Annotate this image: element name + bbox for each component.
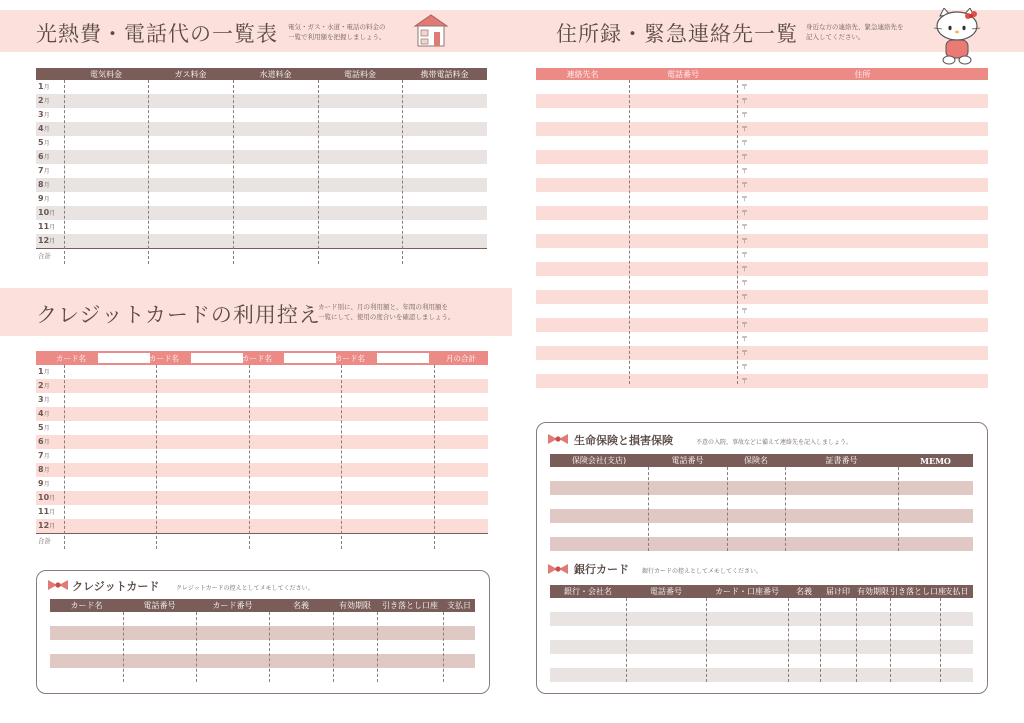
table-row[interactable] bbox=[50, 640, 475, 654]
month-suffix: 月 bbox=[43, 140, 50, 147]
table-row[interactable] bbox=[36, 519, 488, 533]
month-label bbox=[38, 234, 55, 249]
table-row[interactable] bbox=[36, 122, 487, 136]
table-row[interactable] bbox=[36, 206, 487, 220]
table-row[interactable] bbox=[36, 234, 487, 248]
month-number: 1 bbox=[38, 367, 44, 376]
table-row[interactable] bbox=[536, 290, 988, 304]
month-suffix: 月 bbox=[43, 481, 50, 488]
ribbon-icon bbox=[548, 431, 568, 450]
month-number: 10 bbox=[38, 208, 50, 217]
table-row[interactable] bbox=[536, 304, 988, 318]
utilities-table bbox=[36, 68, 487, 264]
month-label bbox=[38, 178, 50, 193]
month-label bbox=[38, 519, 55, 534]
table-row[interactable] bbox=[550, 668, 973, 682]
postal-mark: 〒 bbox=[741, 349, 748, 357]
credit-cards-note: クレジットカードの控えとしてメモしてください。 bbox=[176, 585, 314, 592]
month-label bbox=[38, 463, 50, 478]
month-suffix: 月 bbox=[43, 411, 50, 418]
table-row[interactable] bbox=[36, 178, 487, 192]
postal-mark: 〒 bbox=[741, 335, 748, 343]
col-bank-payday: 支払日 bbox=[944, 587, 969, 596]
table-row[interactable] bbox=[536, 276, 988, 290]
month-label bbox=[38, 192, 50, 207]
table-row[interactable] bbox=[36, 505, 488, 519]
table-row[interactable] bbox=[36, 463, 488, 477]
month-suffix: 月 bbox=[43, 425, 50, 432]
postal-mark: 〒 bbox=[741, 111, 748, 119]
table-row[interactable] bbox=[536, 122, 988, 136]
postal-mark: 〒 bbox=[741, 237, 748, 245]
col-card-name: カード名 bbox=[70, 601, 103, 610]
month-label bbox=[38, 136, 50, 151]
col-ins-cert: 証書番号 bbox=[825, 456, 858, 465]
postal-mark: 〒 bbox=[741, 321, 748, 329]
card-name-label: カード名 bbox=[242, 354, 272, 363]
card-name-input[interactable] bbox=[284, 353, 336, 363]
month-label bbox=[38, 164, 50, 179]
month-number: 3 bbox=[38, 110, 44, 119]
month-label bbox=[38, 477, 50, 492]
month-label bbox=[38, 505, 55, 520]
col-electric: 電気料金 bbox=[90, 69, 122, 79]
month-suffix: 月 bbox=[49, 224, 56, 231]
month-number: 7 bbox=[38, 451, 44, 460]
insurance-table bbox=[550, 454, 973, 552]
table-row[interactable] bbox=[36, 379, 488, 393]
credit-usage-note: カード別に、月の利用額と、年間の利用額を 一覧にして、使用の度合いを確認しましょう。 bbox=[318, 303, 455, 321]
month-label bbox=[38, 449, 50, 464]
table-row[interactable] bbox=[536, 220, 988, 234]
postal-mark: 〒 bbox=[741, 153, 748, 161]
month-number: 3 bbox=[38, 395, 44, 404]
card-name-input[interactable] bbox=[191, 353, 243, 363]
column-divider bbox=[706, 598, 707, 682]
table-row[interactable] bbox=[550, 537, 973, 551]
credit-cards-header bbox=[50, 599, 475, 612]
table-row[interactable] bbox=[550, 495, 973, 509]
column-divider bbox=[64, 80, 65, 264]
column-divider bbox=[820, 598, 821, 682]
month-suffix: 月 bbox=[49, 495, 56, 502]
month-suffix: 月 bbox=[43, 467, 50, 474]
column-divider bbox=[402, 80, 403, 264]
card-name-input[interactable] bbox=[377, 353, 429, 363]
credit-cards-title: クレジットカード bbox=[72, 580, 160, 593]
month-number: 11 bbox=[38, 222, 50, 231]
table-row[interactable] bbox=[550, 481, 973, 495]
table-row[interactable] bbox=[36, 435, 488, 449]
column-divider bbox=[898, 467, 899, 551]
table-row[interactable] bbox=[36, 94, 487, 108]
bank-header bbox=[550, 585, 973, 598]
month-number: 9 bbox=[38, 479, 44, 488]
utilities-rows bbox=[36, 80, 487, 264]
column-divider bbox=[940, 598, 941, 682]
credit-usage-table bbox=[36, 351, 488, 549]
col-water: 水道料金 bbox=[259, 69, 292, 79]
month-suffix: 月 bbox=[43, 98, 50, 105]
month-label bbox=[38, 393, 50, 408]
insurance-title: 生命保険と損害保険 bbox=[574, 434, 673, 447]
table-row[interactable] bbox=[536, 332, 988, 346]
postal-mark: 〒 bbox=[741, 265, 748, 273]
column-divider bbox=[890, 598, 891, 682]
table-row[interactable] bbox=[536, 150, 988, 164]
column-divider bbox=[629, 80, 630, 384]
table-row[interactable] bbox=[536, 248, 988, 262]
table-row[interactable] bbox=[50, 626, 475, 640]
month-number: 4 bbox=[38, 124, 44, 133]
table-row[interactable] bbox=[36, 192, 487, 206]
table-row[interactable] bbox=[50, 612, 475, 626]
postal-mark: 〒 bbox=[741, 181, 748, 189]
address-rows bbox=[536, 80, 988, 389]
table-row[interactable] bbox=[36, 365, 488, 379]
table-row[interactable] bbox=[36, 80, 487, 94]
col-contact-phone: 電話番号 bbox=[667, 69, 699, 79]
month-number: 7 bbox=[38, 166, 44, 175]
postal-mark: 〒 bbox=[741, 223, 748, 231]
table-row[interactable] bbox=[536, 374, 988, 388]
month-suffix: 月 bbox=[43, 196, 50, 203]
month-number: 11 bbox=[38, 507, 50, 516]
month-suffix: 月 bbox=[43, 453, 50, 460]
table-row[interactable] bbox=[536, 346, 988, 360]
card-name-input[interactable] bbox=[98, 353, 150, 363]
month-label bbox=[38, 206, 55, 221]
bank-note: 銀行カードの控えとしてメモしてください。 bbox=[642, 568, 763, 575]
column-divider bbox=[377, 612, 378, 682]
month-label bbox=[38, 108, 50, 123]
month-number: 2 bbox=[38, 381, 44, 390]
table-row[interactable] bbox=[36, 136, 487, 150]
col-card-account: 引き落とし口座 bbox=[382, 601, 438, 610]
col-contact-address: 住所 bbox=[854, 69, 871, 79]
month-label bbox=[38, 365, 50, 380]
month-suffix: 月 bbox=[43, 397, 50, 404]
table-row[interactable] bbox=[536, 108, 988, 122]
month-suffix: 月 bbox=[43, 168, 50, 175]
postal-mark: 〒 bbox=[741, 377, 748, 385]
column-divider bbox=[443, 612, 444, 682]
postal-mark: 〒 bbox=[741, 293, 748, 301]
month-suffix: 月 bbox=[43, 84, 50, 91]
postal-mark: 〒 bbox=[741, 167, 748, 175]
month-label bbox=[38, 379, 50, 394]
table-row[interactable] bbox=[550, 640, 973, 654]
col-contact-name: 連絡先名 bbox=[566, 69, 599, 79]
column-divider bbox=[333, 612, 334, 682]
table-row[interactable] bbox=[536, 318, 988, 332]
table-row[interactable] bbox=[550, 598, 973, 612]
col-bank-name: 銀行・会社名 bbox=[564, 587, 612, 596]
month-suffix: 月 bbox=[49, 523, 56, 530]
table-row[interactable] bbox=[536, 234, 988, 248]
table-row[interactable] bbox=[536, 164, 988, 178]
col-ins-phone: 電話番号 bbox=[671, 456, 704, 465]
column-divider bbox=[196, 612, 197, 682]
column-divider bbox=[341, 365, 342, 549]
table-row[interactable] bbox=[536, 262, 988, 276]
month-suffix: 月 bbox=[43, 126, 50, 133]
col-bank-expiry: 有効期限 bbox=[857, 587, 889, 596]
col-bank-phone: 電話番号 bbox=[650, 587, 682, 596]
col-ins-company: 保険会社(支店) bbox=[571, 456, 627, 465]
card-name-label: カード名 bbox=[335, 354, 365, 363]
table-row[interactable] bbox=[550, 654, 973, 668]
postal-mark: 〒 bbox=[741, 251, 748, 259]
month-label bbox=[38, 220, 55, 235]
month-label bbox=[38, 491, 55, 506]
month-number: 8 bbox=[38, 465, 44, 474]
table-row[interactable] bbox=[536, 80, 988, 94]
credit-cards-table bbox=[50, 599, 475, 685]
postal-mark: 〒 bbox=[741, 209, 748, 217]
col-bank-seal: 届け印 bbox=[826, 587, 850, 596]
table-row[interactable] bbox=[536, 206, 988, 220]
month-number: 6 bbox=[38, 437, 44, 446]
table-row[interactable] bbox=[36, 491, 488, 505]
month-label bbox=[38, 122, 50, 137]
table-row[interactable] bbox=[36, 407, 488, 421]
month-suffix: 月 bbox=[43, 369, 50, 376]
column-divider bbox=[318, 80, 319, 264]
address-header bbox=[536, 68, 988, 80]
credit-usage-title: クレジットカードの利用控え bbox=[36, 303, 321, 327]
ribbon-icon bbox=[548, 561, 568, 580]
table-row[interactable] bbox=[550, 523, 973, 537]
bank-title: 銀行カード bbox=[574, 563, 629, 576]
month-number: 6 bbox=[38, 152, 44, 161]
table-row[interactable] bbox=[536, 360, 988, 374]
total-label: 合計 bbox=[38, 537, 51, 545]
insurance-header bbox=[550, 454, 973, 467]
kitty-icon bbox=[930, 8, 984, 66]
column-divider bbox=[123, 612, 124, 682]
col-card-holder: 名義 bbox=[293, 601, 309, 610]
col-mobile: 携帯電話料金 bbox=[420, 69, 469, 79]
column-divider bbox=[156, 365, 157, 549]
total-label: 合計 bbox=[38, 252, 51, 260]
table-row[interactable] bbox=[50, 654, 475, 668]
month-number: 1 bbox=[38, 82, 44, 91]
month-number: 12 bbox=[38, 236, 50, 245]
col-phone: 電話料金 bbox=[344, 69, 376, 79]
postal-mark: 〒 bbox=[741, 97, 748, 105]
table-row[interactable] bbox=[550, 467, 973, 481]
column-divider bbox=[727, 467, 728, 551]
month-number: 12 bbox=[38, 521, 50, 530]
table-row[interactable] bbox=[36, 421, 488, 435]
address-note: 身近な方の連絡先、緊急連絡先を 記入してください。 bbox=[806, 23, 904, 41]
credit-cards-rows bbox=[50, 612, 475, 685]
month-suffix: 月 bbox=[43, 439, 50, 446]
column-divider bbox=[788, 598, 789, 682]
month-number: 5 bbox=[38, 423, 44, 432]
month-suffix: 月 bbox=[43, 383, 50, 390]
table-row[interactable] bbox=[36, 164, 487, 178]
insurance-note: 不意の入院、事故などに備えて連絡先を記入しましょう。 bbox=[696, 439, 853, 446]
postal-mark: 〒 bbox=[741, 307, 748, 315]
table-row[interactable] bbox=[550, 626, 973, 640]
month-label bbox=[38, 150, 50, 165]
col-ins-name: 保険名 bbox=[744, 456, 768, 465]
utilities-header bbox=[36, 68, 487, 80]
insurance-rows bbox=[550, 467, 973, 552]
utilities-note: 電気・ガス・水道・電話の料金の 一覧で利用額を把握しましょう。 bbox=[288, 23, 386, 41]
bank-table bbox=[550, 585, 973, 685]
month-suffix: 月 bbox=[43, 112, 50, 119]
table-row[interactable] bbox=[50, 668, 475, 682]
month-number: 2 bbox=[38, 96, 44, 105]
col-ins-memo: MEMO bbox=[920, 455, 951, 466]
table-row[interactable] bbox=[36, 108, 487, 122]
month-label bbox=[38, 435, 50, 450]
month-suffix: 月 bbox=[43, 182, 50, 189]
month-number: 10 bbox=[38, 493, 50, 502]
col-bank-holder: 名義 bbox=[796, 587, 812, 596]
month-label bbox=[38, 421, 50, 436]
month-suffix: 月 bbox=[43, 154, 50, 161]
ribbon-icon bbox=[48, 577, 68, 596]
month-suffix: 月 bbox=[49, 509, 56, 516]
month-number: 4 bbox=[38, 409, 44, 418]
col-card-number: カード番号 bbox=[212, 601, 253, 610]
col-bank-debit: 引き落とし口座 bbox=[890, 587, 946, 596]
monthly-total-label: 月の合計 bbox=[446, 354, 476, 363]
table-row[interactable] bbox=[36, 477, 488, 491]
table-row[interactable] bbox=[36, 449, 488, 463]
utilities-title: 光熱費・電話代の一覧表 bbox=[36, 22, 278, 46]
card-name-label: カード名 bbox=[149, 354, 179, 363]
column-divider bbox=[785, 467, 786, 551]
table-row[interactable] bbox=[36, 150, 487, 164]
total-row[interactable] bbox=[36, 248, 487, 263]
table-row[interactable] bbox=[550, 509, 973, 523]
postal-mark: 〒 bbox=[741, 139, 748, 147]
house-icon bbox=[412, 12, 450, 48]
table-row[interactable] bbox=[536, 178, 988, 192]
column-divider bbox=[269, 612, 270, 682]
col-gas: ガス料金 bbox=[174, 69, 207, 79]
column-divider bbox=[233, 80, 234, 264]
col-bank-account: カード・口座番号 bbox=[715, 587, 779, 596]
month-number: 8 bbox=[38, 180, 44, 189]
table-row[interactable] bbox=[536, 192, 988, 206]
postal-mark: 〒 bbox=[741, 83, 748, 91]
column-divider bbox=[737, 80, 738, 384]
credit-usage-rows bbox=[36, 365, 488, 549]
postal-mark: 〒 bbox=[741, 195, 748, 203]
postal-mark: 〒 bbox=[741, 363, 748, 371]
postal-mark: 〒 bbox=[741, 125, 748, 133]
column-divider bbox=[434, 365, 435, 549]
address-title: 住所録・緊急連絡先一覧 bbox=[556, 22, 798, 46]
column-divider bbox=[148, 80, 149, 264]
table-row[interactable] bbox=[536, 94, 988, 108]
month-suffix: 月 bbox=[49, 238, 56, 245]
total-row[interactable] bbox=[36, 533, 488, 548]
bank-rows bbox=[550, 598, 973, 685]
table-row[interactable] bbox=[536, 136, 988, 150]
table-row[interactable] bbox=[36, 220, 487, 234]
column-divider bbox=[626, 598, 627, 682]
column-divider bbox=[64, 365, 65, 549]
col-card-phone: 電話番号 bbox=[143, 601, 176, 610]
month-label bbox=[38, 94, 50, 109]
month-number: 5 bbox=[38, 138, 44, 147]
col-card-payday: 支払日 bbox=[447, 601, 471, 610]
column-divider bbox=[648, 467, 649, 551]
table-row[interactable] bbox=[36, 393, 488, 407]
month-label bbox=[38, 407, 50, 422]
postal-mark: 〒 bbox=[741, 279, 748, 287]
col-card-expiry: 有効期限 bbox=[339, 601, 371, 610]
card-name-label: カード名 bbox=[56, 354, 86, 363]
month-number: 9 bbox=[38, 194, 44, 203]
column-divider bbox=[249, 365, 250, 549]
month-suffix: 月 bbox=[49, 210, 56, 217]
address-table bbox=[536, 68, 988, 389]
table-row[interactable] bbox=[550, 612, 973, 626]
column-divider bbox=[856, 598, 857, 682]
month-label bbox=[38, 80, 50, 95]
